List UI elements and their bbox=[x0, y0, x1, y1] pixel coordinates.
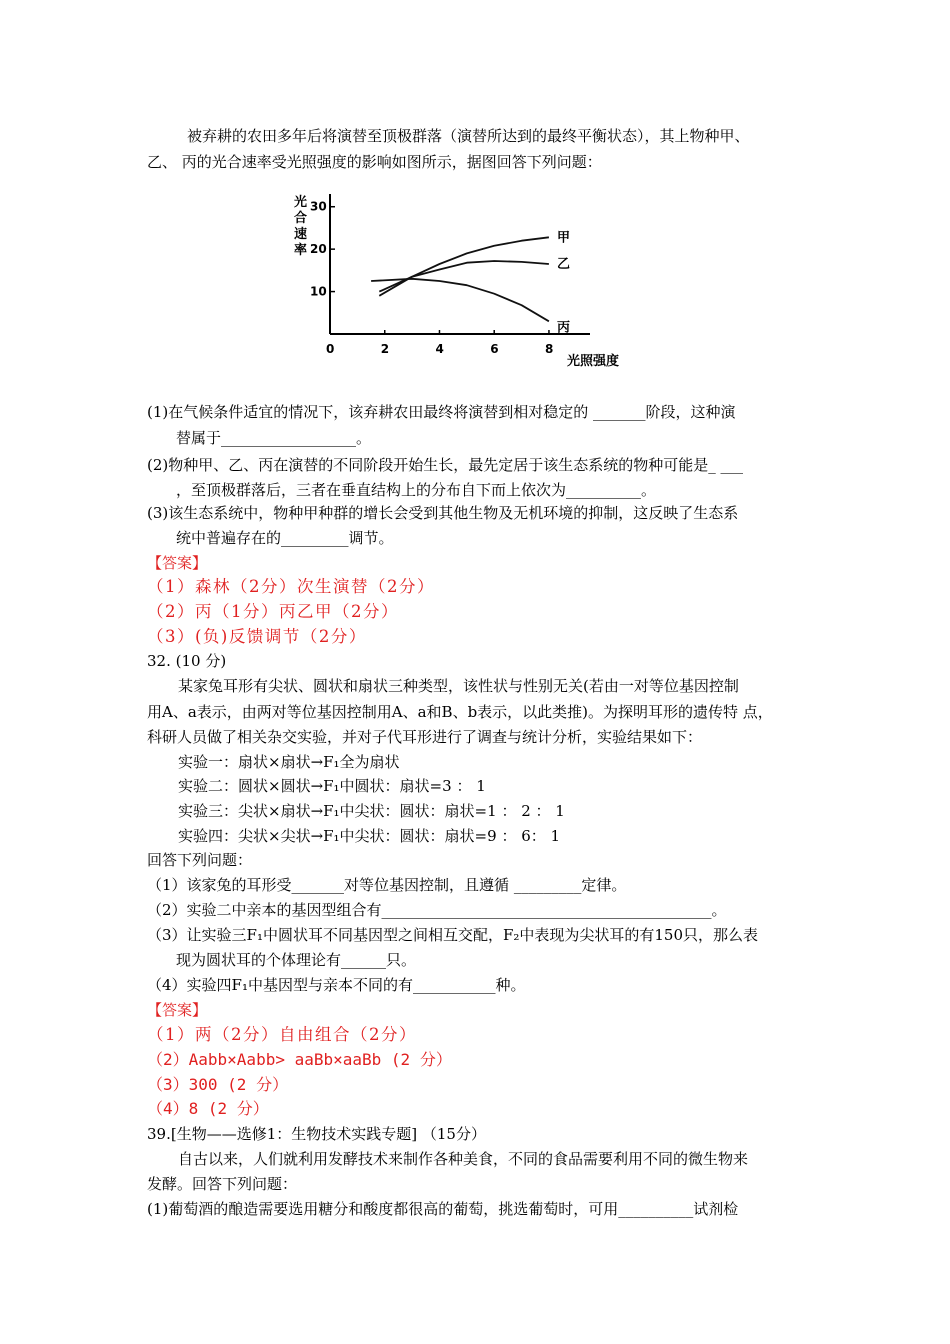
q32-answer-2: （2）Aabb×Aabb> aaBb×aaBb (2 分） bbox=[147, 1050, 452, 1069]
q32-question-4: （4）实验四F₁中基因型与亲本不同的有___________种。 bbox=[147, 976, 526, 994]
q31-q2-line-2: ，至顶极群落后，三者在垂直结构上的分布自下而上依次为__________。 bbox=[176, 481, 657, 499]
q32-experiment-3: 实验三：尖状×扇状→F₁中尖状：圆状：扇状=1 ： 2 ： 1 bbox=[178, 802, 565, 820]
q32-answer-1: （1）两（2分）自由组合（2分） bbox=[147, 1025, 417, 1044]
q32-experiment-4: 实验四：尖状×尖状→F₁中尖状：圆状：扇状=9 ： 6： 1 bbox=[178, 827, 561, 845]
x-axis-label: 光照强度 bbox=[567, 354, 620, 369]
intro-line-1: 被弃耕的农田多年后将演替至顶极群落（演替所达到的最终平衡状态），其上物种甲、 bbox=[187, 127, 750, 145]
y-tick-label: 20 bbox=[310, 242, 327, 257]
q32-prompt: 回答下列问题： bbox=[147, 851, 253, 869]
q32-para-2: 用A、a表示，由两对等位基因控制用A、a和B、b表示，以此类推)。为探明耳形的遗传特 点， bbox=[147, 703, 773, 721]
x-tick-label: 6 bbox=[490, 342, 499, 356]
series-label-3: 丙 bbox=[556, 320, 570, 336]
q31-q2-line-1: (2)物种甲、乙、丙在演替的不同阶段开始生长，最先定居于该生态系统的物种可能是_ ___ bbox=[147, 456, 744, 474]
q39-para-1: 自古以来，人们就利用发酵技术来制作各种美食，不同的食品需要利用不同的微生物来 bbox=[178, 1150, 749, 1168]
series-label-2: 乙 bbox=[556, 257, 570, 272]
x-tick-label: 4 bbox=[435, 342, 444, 356]
q32-answer-3: （3）300 (2 分） bbox=[147, 1075, 289, 1094]
series-line-1 bbox=[379, 237, 549, 295]
x-tick-label: 8 bbox=[544, 342, 554, 356]
y-axis-label-char: 合 bbox=[294, 211, 308, 226]
q32-answer-4: （4）8 (2 分） bbox=[147, 1099, 269, 1118]
q32-question-3-line-2: 现为圆状耳的个体理论有______只。 bbox=[176, 951, 417, 969]
series-label-1: 甲 bbox=[556, 230, 570, 246]
y-tick-label: 10 bbox=[310, 284, 327, 299]
photosynthesis-chart bbox=[290, 182, 670, 387]
q32-title: 32. (10 分) bbox=[147, 652, 227, 670]
q32-experiment-2: 实验二：圆状×圆状→F₁中圆状：扇状=3 ： 1 bbox=[178, 777, 486, 795]
q31-answer-label: 【答案】 bbox=[147, 554, 208, 572]
intro-line-2: 乙、 丙的光合速率受光照强度的影响如图所示，据图回答下列问题： bbox=[147, 153, 602, 171]
q32-question-3-line-1: （3）让实验三F₁中圆状耳不同基因型之间相互交配，F₂中表现为尖状耳的有150只，那么表 bbox=[147, 926, 759, 944]
q31-answer-3: （3）(负)反馈调节（2分） bbox=[147, 627, 367, 646]
y-axis-label-char: 率 bbox=[294, 243, 308, 258]
q31-q1-line-1: (1)在气候条件适宜的情况下，该弃耕农田最终将演替到相对稳定的 _______阶段，这种演 bbox=[147, 403, 736, 421]
q32-experiment-1: 实验一：扇状×扇状→F₁全为扇状 bbox=[178, 753, 400, 771]
y-axis-label-char: 光 bbox=[294, 195, 308, 210]
q31-q3-line-2: 统中普遍存在的_________调节。 bbox=[176, 529, 394, 547]
q39-para-2: 发酵。回答下列问题： bbox=[147, 1175, 298, 1193]
q32-question-2: （2）实验二中亲本的基因型组合有____________________________________________。 bbox=[147, 901, 727, 919]
q39-title: 39.[生物——选修1：生物技术实践专题] （15分） bbox=[147, 1125, 486, 1143]
y-tick-label: 30 bbox=[310, 199, 327, 214]
q31-answer-2: （2）丙（1分）丙乙甲（2分） bbox=[147, 602, 399, 621]
q32-para-1: 某家兔耳形有尖状、圆状和扇状三种类型，该性状与性别无关(若由一对等位基因控制 bbox=[178, 677, 739, 695]
series-line-2 bbox=[379, 261, 549, 292]
q31-answer-1: （1）森林（2分）次生演替（2分） bbox=[147, 577, 435, 596]
q39-question-1: (1)葡萄酒的酿造需要选用糖分和酸度都很高的葡萄，挑选葡萄时，可用__________试剂检 bbox=[147, 1200, 739, 1218]
x-tick-label: 0 bbox=[326, 342, 335, 356]
q32-answer-label: 【答案】 bbox=[147, 1001, 208, 1019]
q31-q1-line-2: 替属于__________________。 bbox=[176, 429, 372, 447]
q31-q3-line-1: (3)该生态系统中，物种甲种群的增长会受到其他生物及无机环境的抑制，这反映了生态系 bbox=[147, 504, 739, 522]
q32-para-3: 科研人员做了相关杂交实验，并对子代耳形进行了调查与统计分析，实验结果如下： bbox=[147, 728, 703, 746]
q32-question-1: （1）该家兔的耳形受_______对等位基因控制，且遵循 _________定律。 bbox=[147, 876, 627, 894]
x-tick-label: 2 bbox=[380, 342, 390, 356]
y-axis-label-char: 速 bbox=[294, 227, 308, 242]
